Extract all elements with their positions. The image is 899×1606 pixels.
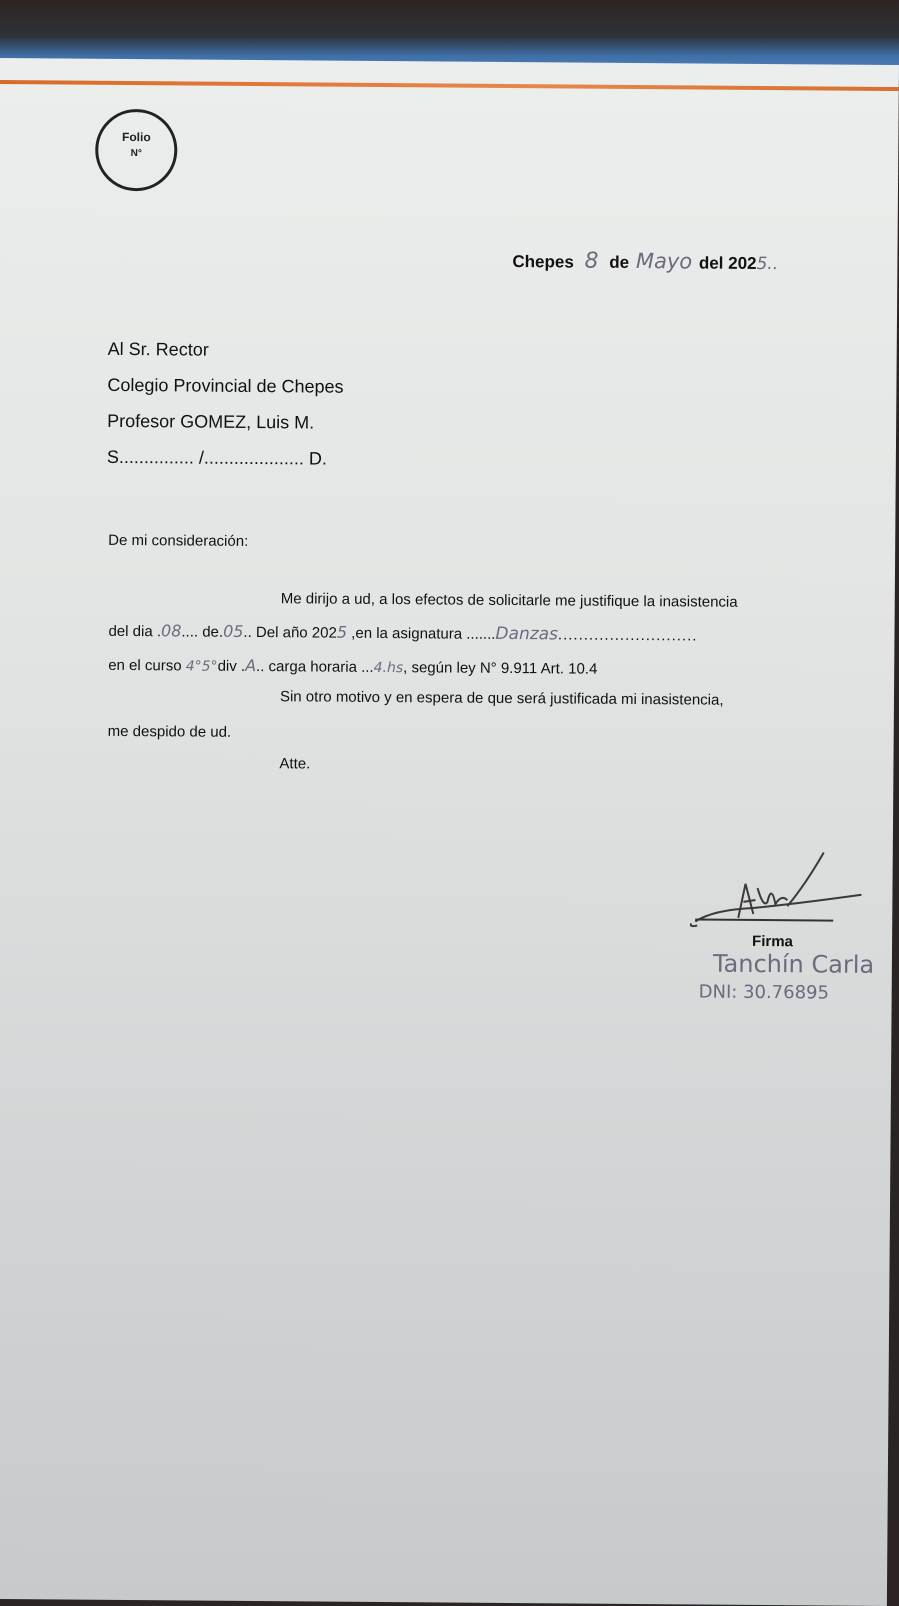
addressee-line-4: S............... /.................... D. — [106, 446, 327, 469]
field-division: A — [245, 655, 257, 676]
folio-number-label: N° — [130, 148, 142, 160]
field-subject: Danzas — [495, 623, 559, 645]
document-page — [0, 58, 899, 1606]
addressee-line-2: Colegio Provincial de Chepes — [107, 374, 344, 397]
city: Chepes — [512, 252, 574, 272]
field-year-digit: 5 — [336, 622, 348, 642]
body-line-2: del dia .08.... de.05.. Del año 2025 ,en la asignatura .......Danzas........................... — [108, 621, 698, 645]
signer-dni: DNI: 30.76895 — [698, 981, 830, 1004]
date-day: 8 — [584, 248, 599, 274]
salutation: De mi consideración: — [108, 531, 249, 550]
date-del: del 202 — [698, 253, 757, 273]
date-line — [512, 248, 778, 275]
signature-label: Firma — [752, 932, 794, 951]
addressee-line-1: Al Sr. Rector — [107, 338, 209, 360]
closing: Atte. — [279, 755, 311, 773]
date-year-suffix: 5.. — [756, 253, 779, 275]
body-line-3: en el curso 4°5°div .A.. carga horaria ...4.hs, según ley N° 9.911 Art. 10.4 — [108, 655, 598, 678]
field-course: 4°5° — [185, 658, 218, 675]
body-line-5: me despido de ud. — [107, 722, 232, 741]
date-month: Mayo — [635, 249, 693, 274]
folio-stamp — [95, 109, 178, 192]
body-line-4: Sin otro motivo y en espera de que será justificada mi inasistencia, — [279, 688, 724, 709]
field-day: 08 — [160, 621, 182, 641]
header-rule — [0, 80, 899, 91]
folio-label: Folio — [121, 129, 151, 145]
field-hours: 4.hs — [373, 659, 404, 677]
date-de: de — [609, 252, 630, 272]
addressee-line-3: Profesor GOMEZ, Luis M. — [107, 410, 315, 433]
body-line-1: Me dirijo a ud, a los efectos de solicitarle me justifique la inasistencia — [280, 590, 738, 611]
field-month: 05 — [223, 621, 244, 641]
signature-drawing — [683, 843, 874, 934]
signer-name: Tanchín Carla — [712, 949, 875, 979]
